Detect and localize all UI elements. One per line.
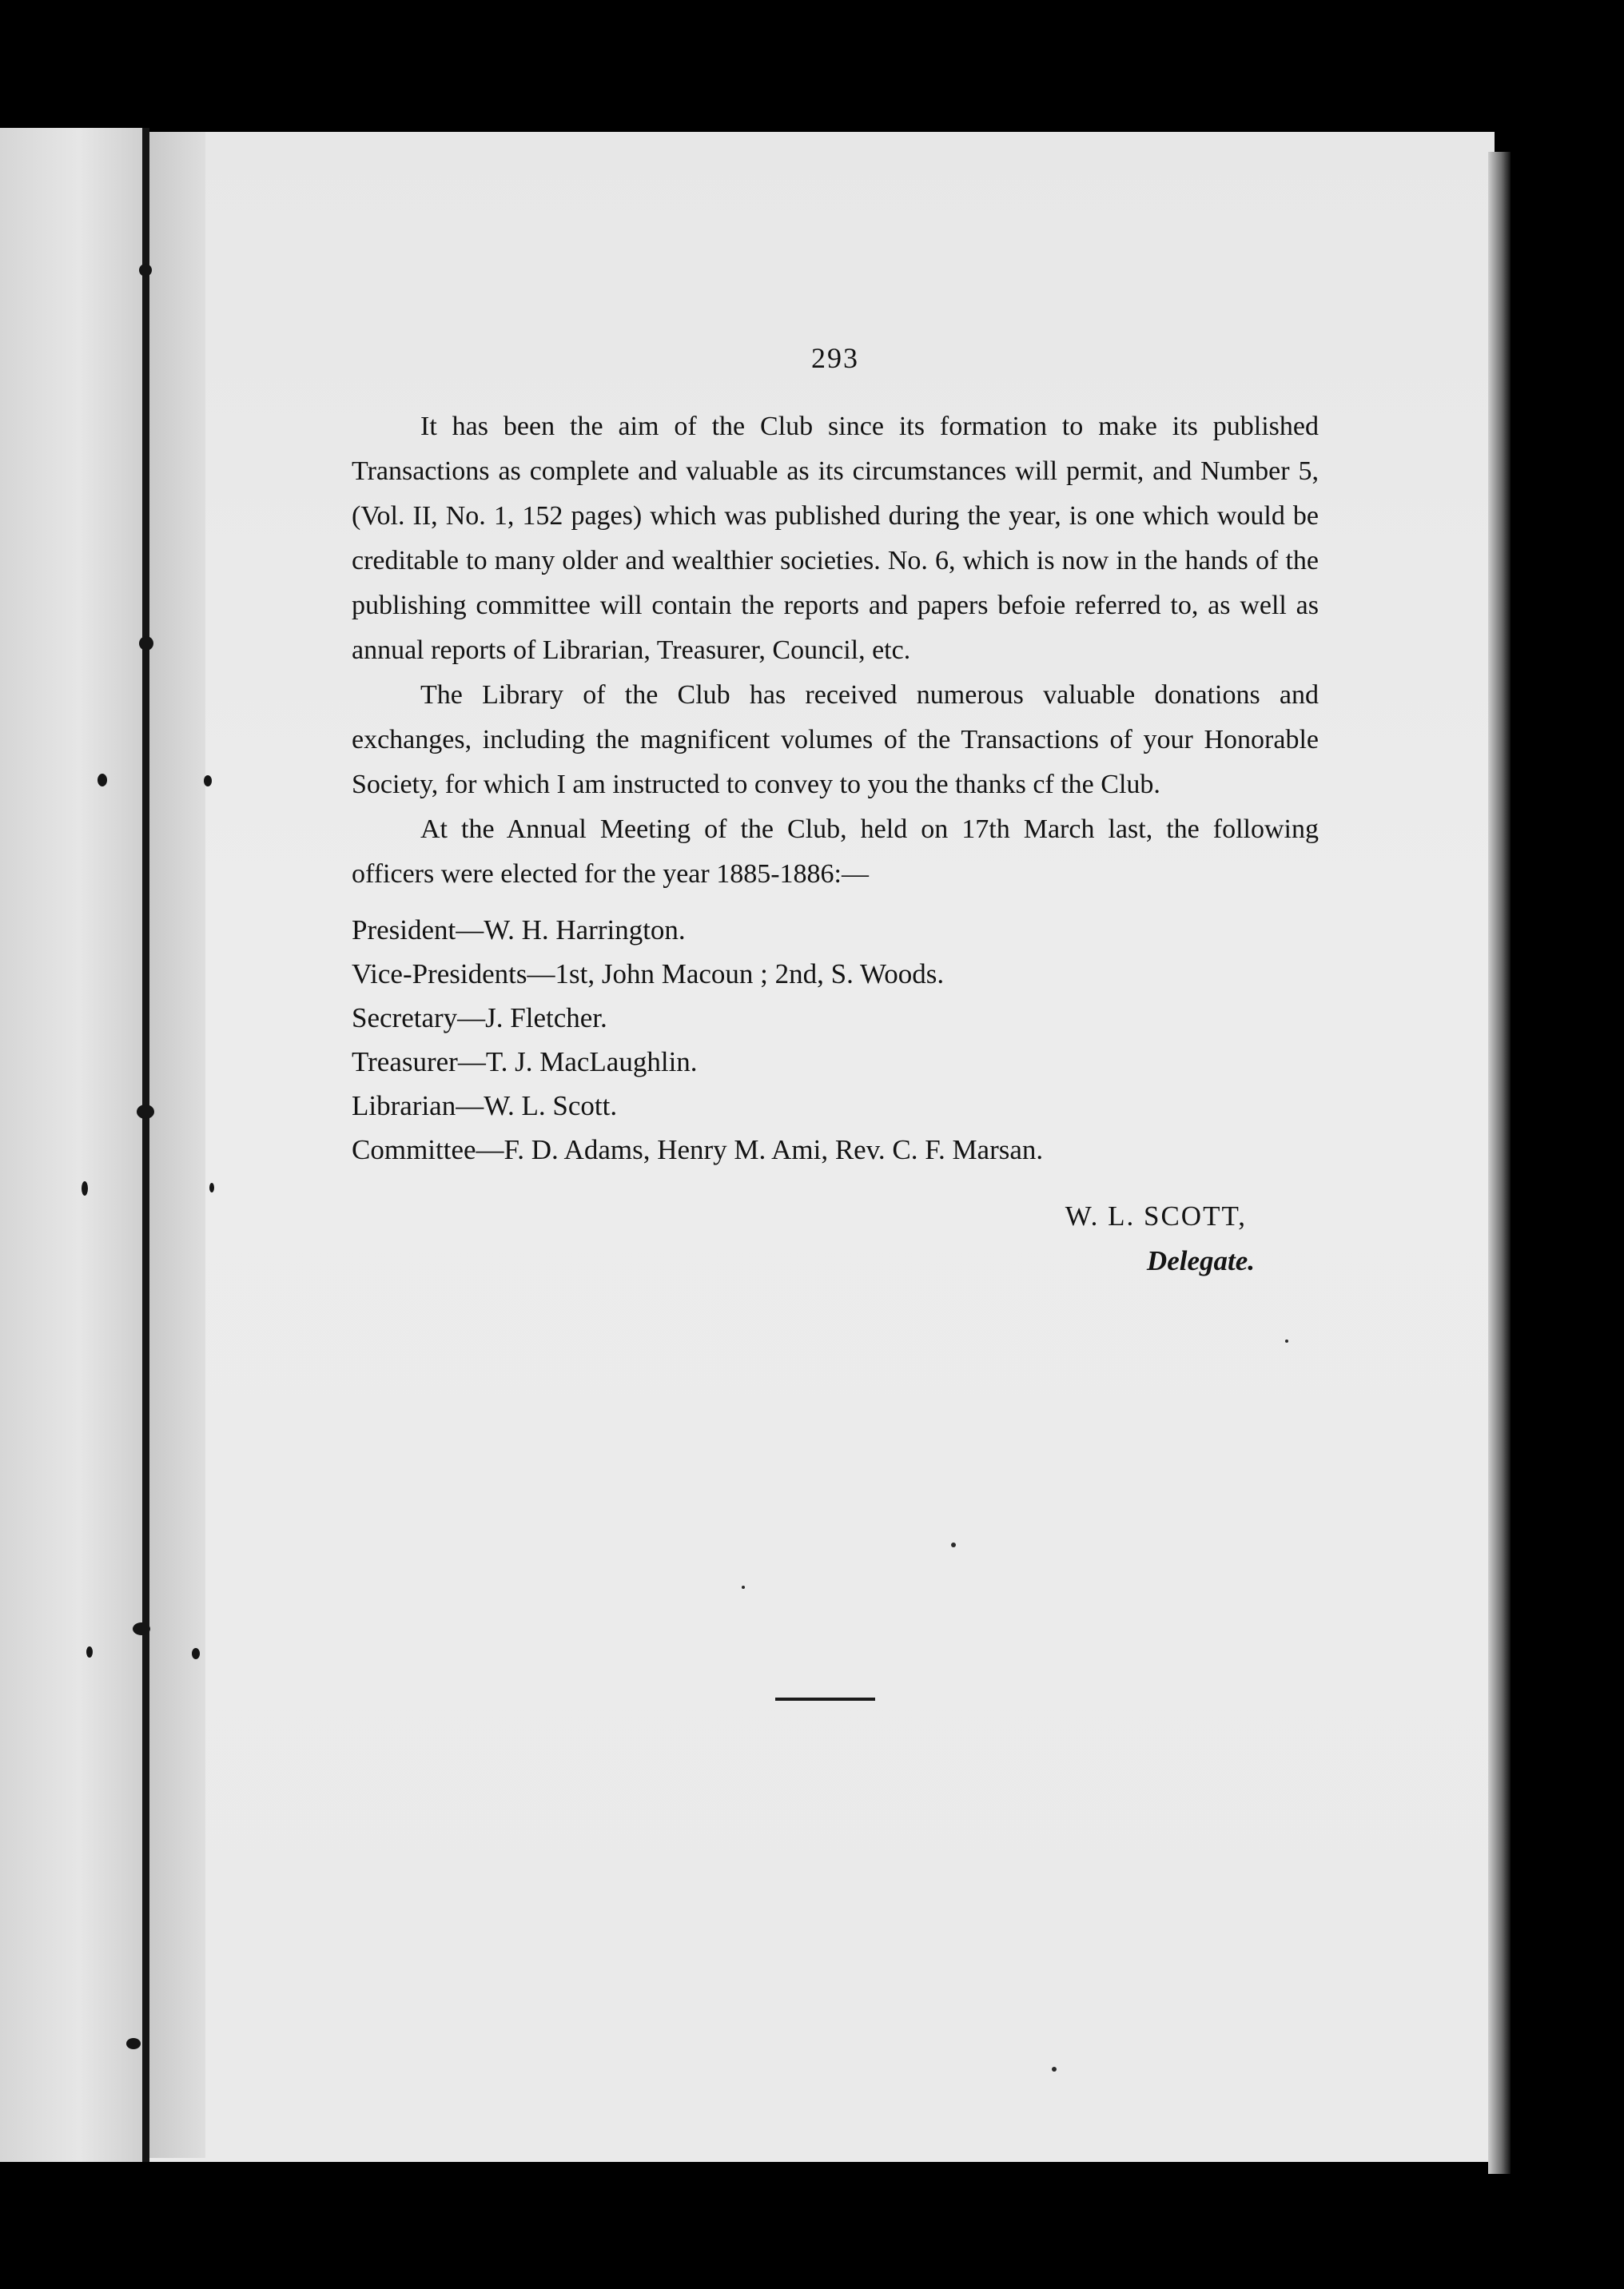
paragraph-annual-meeting: At the Annual Meeting of the Club, held on 17th March last, the following officers were elected for the year 1885-1886:— — [352, 814, 1319, 889]
page-text — [352, 336, 1319, 1284]
binding-gutter — [142, 128, 149, 2162]
paragraph-transactions: It has been the aim of the Club since its formation to make its published Transactions as complete and valuable as its circumstances will permit, and Number 5, (Vol. II, No. 1, 152 pages) which was published during the year, is one which would be creditable to many older and wealthier societies. No. 6, which is now in the hands of the publishing committee will contain the reports and papers befoie referred to, as well as annual reports of Librarian, Treasurer, Council, etc. — [352, 412, 1319, 665]
officer-treasurer: Treasurer—T. J. MacLaughlin. — [352, 1046, 698, 1077]
margin-mark — [209, 1183, 214, 1192]
margin-mark — [86, 1646, 93, 1658]
margin-mark — [204, 775, 212, 786]
paper-speck — [951, 1543, 956, 1547]
closing-rule — [775, 1698, 875, 1701]
paragraph-library: The Library of the Club has received numerous valuable donations and exchanges, including the magnificent volumes of the Transactions of your Honorable Society, for which I am instructed to convey to you the thanks cf the Club. — [352, 680, 1319, 799]
signature-title: Delegate. — [1146, 1245, 1255, 1276]
binding-mark — [139, 636, 153, 651]
binding-mark — [133, 1622, 150, 1635]
margin-mark — [192, 1648, 200, 1659]
officer-librarian: Librarian—W. L. Scott. — [352, 1090, 618, 1121]
margin-mark — [82, 1181, 88, 1196]
facing-page-edge — [0, 128, 144, 2162]
officer-committee: Committee—F. D. Adams, Henry M. Ami, Rev. C. F. Marsan. — [352, 1134, 1044, 1165]
paper-speck — [1285, 1340, 1288, 1343]
officer-vice-presidents: Vice-Presidents—1st, John Macoun ; 2nd, S. Woods. — [352, 958, 945, 989]
margin-mark — [98, 774, 107, 786]
page-right-edge — [1488, 152, 1511, 2174]
paper-speck — [1052, 2067, 1057, 2072]
page-number: 293 — [811, 342, 859, 374]
gutter-shadow — [149, 132, 205, 2158]
officer-president: President—W. H. Harrington. — [352, 914, 686, 945]
binding-mark — [139, 264, 152, 277]
signature-name: W. L. SCOTT, — [1065, 1200, 1247, 1232]
binding-mark — [137, 1105, 154, 1119]
signature-block — [352, 1194, 1319, 1284]
paper-speck — [742, 1586, 745, 1589]
officers-list — [352, 908, 1319, 1172]
binding-mark — [126, 2038, 141, 2049]
officer-secretary: Secretary—J. Fletcher. — [352, 1002, 607, 1033]
